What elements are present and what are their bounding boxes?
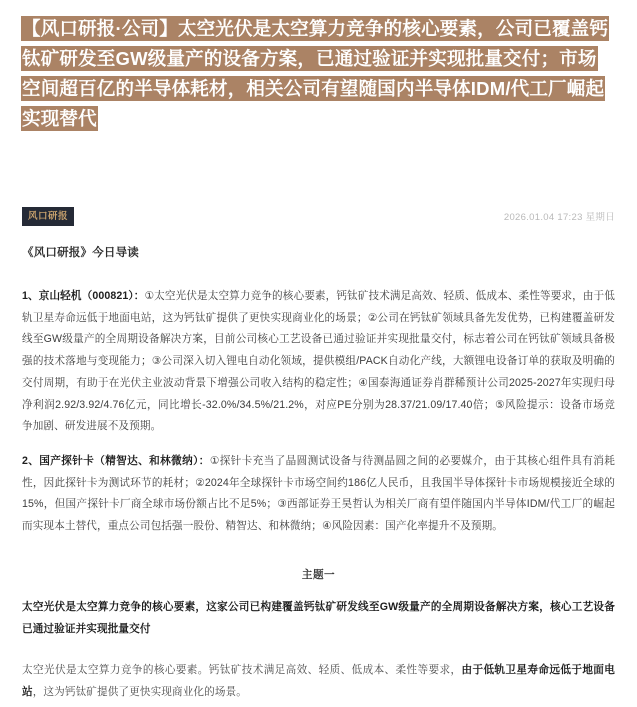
- digest-item-lead: 1、京山轻机（000821）：: [22, 290, 145, 302]
- topic-body: [22, 597, 615, 703]
- headline-block: [0, 0, 637, 134]
- lead-heading: 《风口研报》今日导读: [22, 247, 139, 259]
- headline-highlight: 【风口研报·公司】太空光伏是太空算力竞争的核心要素，公司已覆盖钙钛矿研发至GW级量产的设备方案，已通过验证并实现批量交付；市场空间超百亿的半导体耗材，相关公司有望随国内半导体IDM/代工厂崛起实现替代: [22, 18, 609, 129]
- topic-paragraph-suffix: ，这为钙钛矿提供了更快实现商业化的场景。: [32, 685, 247, 698]
- source-badge[interactable]: 风口研报: [22, 207, 74, 226]
- timestamp: 2026.01.04 17:23 星期日: [503, 212, 615, 224]
- headline-text: [22, 14, 615, 134]
- topic-heading: 主题一: [301, 569, 336, 581]
- digest-item: [22, 451, 615, 538]
- digest-item-body: ①探针卡充当了晶圆测试设备与待测晶圆之间的必要媒介，由于其核心组件具有消耗性，因此探针卡为测试环节的耗材；②2024年全球探针卡市场空间约186亿人民币，且我国半导体探针卡市场规模接近全球的15%，但国产探针卡厂商全球市场份额占比不足5%；③西部证券王昊哲认为相关厂商有望伴随国内半导体IDM/代工厂的崛起而实现本土替代，重点公司包括强一股份、精智达、和林微纳；④风险因素：国产化率提升不及预期。: [22, 454, 615, 533]
- digest-body: [22, 286, 615, 551]
- digest-item-body: ①太空光伏是太空算力竞争的核心要素，钙钛矿技术满足高效、轻质、低成本、柔性等要求，由于低轨卫星寿命远低于地面电站，这为钙钛矿提供了更快实现商业化的场景；②公司在钙钛矿领域具备先发优势，已构建覆盖研发线至GW级量产的全周期设备解决方案，目前公司核心工艺设备已通过验证并实现批量交付，标志着公司在钙钛矿领域具备极强的技术落地与变现能力；③公司深入切入锂电自动化领域，提供模组/PACK自动化产线，大额锂电设备订单的获取及明确的交付周期，有助于在光伏主业波动背景下增强公司收入结构的稳定性；④国泰海通证券肖群稀预计公司2025-2027年实现归母净利润2.92/3.92/4.76亿元，同比增长-32.0%/34.5%/21.2%，对应PE分别为28.37/21.09/17.40倍；⑤风险提示：设备市场竞争加剧、研发进展不及预期。: [22, 290, 615, 433]
- digest-item-lead: 2、国产探针卡（精智达、和林微纳）：: [22, 454, 210, 467]
- topic-paragraph: [22, 660, 615, 703]
- topic-lede: 太空光伏是太空算力竞争的核心要素，这家公司已构建覆盖钙钛矿研发线至GW级量产的全周期设备解决方案，核心工艺设备已通过验证并实现批量交付: [22, 601, 615, 635]
- topic-paragraph-bold: 由于低轨卫星寿命远低于地面电站: [22, 664, 616, 698]
- digest-item: [22, 286, 615, 438]
- topic-paragraph-prefix: 太空光伏是太空算力竞争的核心要素。钙钛矿技术满足高效、轻质、低成本、柔性等要求，: [22, 664, 462, 676]
- meta-row: [22, 207, 615, 226]
